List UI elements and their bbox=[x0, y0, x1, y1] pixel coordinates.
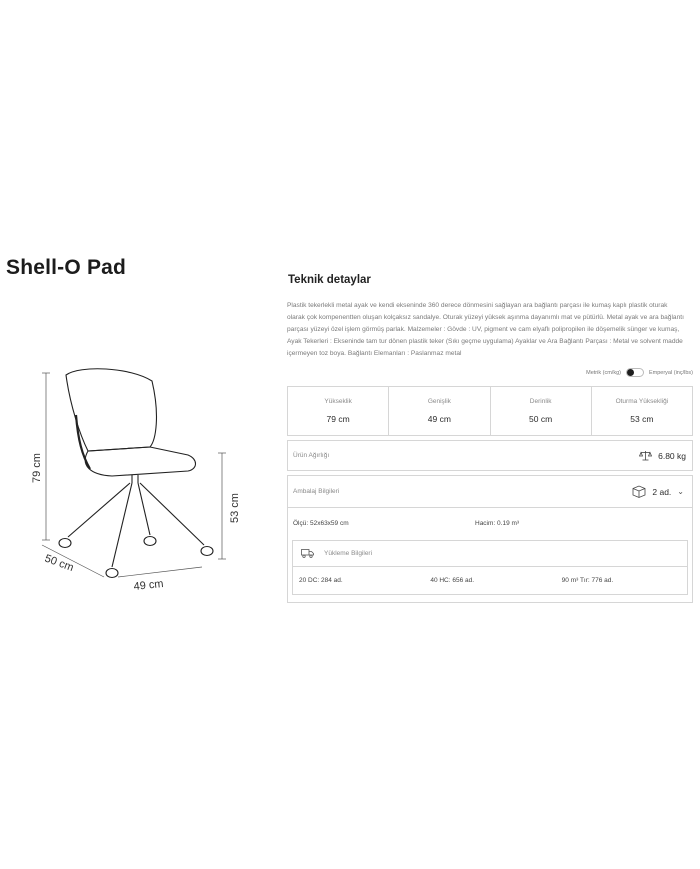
dimension-depth bbox=[491, 387, 592, 435]
packaging-header[interactable] bbox=[288, 476, 692, 508]
technical-details bbox=[287, 274, 693, 603]
dimension-value: 79 cm bbox=[326, 414, 350, 424]
loading-row bbox=[293, 567, 687, 594]
chevron-down-icon[interactable]: ⌄ bbox=[677, 487, 684, 496]
weight-label: Ürün Ağırlığı bbox=[293, 452, 330, 459]
box-icon bbox=[632, 485, 646, 498]
product-title: Shell-O Pad bbox=[6, 256, 127, 279]
package-size: Ölçü: 52x63x59 cm bbox=[293, 519, 349, 527]
dimension-width bbox=[389, 387, 490, 435]
dimension-value: 49 cm bbox=[427, 414, 451, 424]
dimension-height bbox=[288, 387, 389, 435]
width-dimension-label: 49 cm bbox=[133, 577, 165, 593]
truck-icon bbox=[301, 549, 314, 558]
dimension-label: Genişlik bbox=[427, 398, 451, 405]
packaging-panel bbox=[287, 475, 693, 603]
dimension-value: 50 cm bbox=[529, 414, 553, 424]
loading-header bbox=[293, 541, 687, 567]
loading-item: 40 HC: 656 ad. bbox=[430, 577, 475, 584]
chair-seat bbox=[85, 447, 195, 476]
weight-value: 6.80 kg bbox=[658, 450, 686, 461]
chair-drawing bbox=[20, 355, 260, 595]
dimension-label: Oturma Yüksekliği bbox=[615, 398, 669, 405]
loading-item: 90 m³ Tır: 776 ad. bbox=[561, 577, 614, 584]
dimension-seat-height bbox=[592, 387, 692, 435]
height-dimension-label: 79 cm bbox=[31, 453, 43, 483]
dimensions-table bbox=[287, 386, 693, 436]
switch-knob bbox=[627, 369, 634, 376]
scale-icon bbox=[639, 450, 652, 461]
weight-row bbox=[287, 440, 693, 471]
loading-item: 20 DC: 284 ad. bbox=[299, 577, 343, 584]
section-title: Teknik detaylar bbox=[288, 274, 371, 286]
dimension-label: Yükseklik bbox=[324, 398, 352, 405]
imperial-label[interactable]: Emperyal (inç/lbs) bbox=[648, 369, 693, 376]
unit-switch[interactable] bbox=[626, 368, 644, 377]
seat-height-dimension-label: 53 cm bbox=[229, 493, 241, 523]
package-volume: Hacim: 0.19 m³ bbox=[475, 519, 520, 527]
depth-dimension-label: 50 cm bbox=[42, 552, 76, 575]
loading-label: Yükleme Bilgileri bbox=[324, 550, 373, 557]
packaging-body bbox=[288, 508, 692, 602]
loading-panel bbox=[292, 540, 688, 595]
metric-label[interactable]: Metrik (cm/kg) bbox=[586, 369, 621, 376]
unit-toggle bbox=[287, 368, 693, 377]
product-description: Plastik tekerlekli metal ayak ve kendi ekseninde 360 derece dönmesini sağlayan ara bağlantı parçası ile kumaş kaplı plastik oturak olarak çok kompenentten oluşan kolçaksız sandalye. Oturak yüzeyi yüksek aşınma dayanımlı mat ve pütürlü. Metal ayak ve ara bağlantı parçası yüzeyi özel işlem görmüş parlak. Malzemeler : Gövde : UV, pigment ve cam elyaflı polipropilen ile döşemelik sünger ve kumaş, Ayak Tekerleri : Ekseninde tam tur dönen plastik teker (Sıkı geçme uygulama) Ayaklar ve Ara Bağlantı Parçası : Metal ve solvent madde içermeyen toz boya. Bağlantı Elemanları : Paslanmaz metal bbox=[287, 302, 684, 357]
packaging-count: 2 ad. bbox=[652, 486, 672, 497]
dimension-label: Derinlik bbox=[529, 398, 552, 405]
packaging-label: Ambalaj Bilgileri bbox=[293, 488, 340, 495]
dimension-value: 53 cm bbox=[630, 414, 654, 424]
